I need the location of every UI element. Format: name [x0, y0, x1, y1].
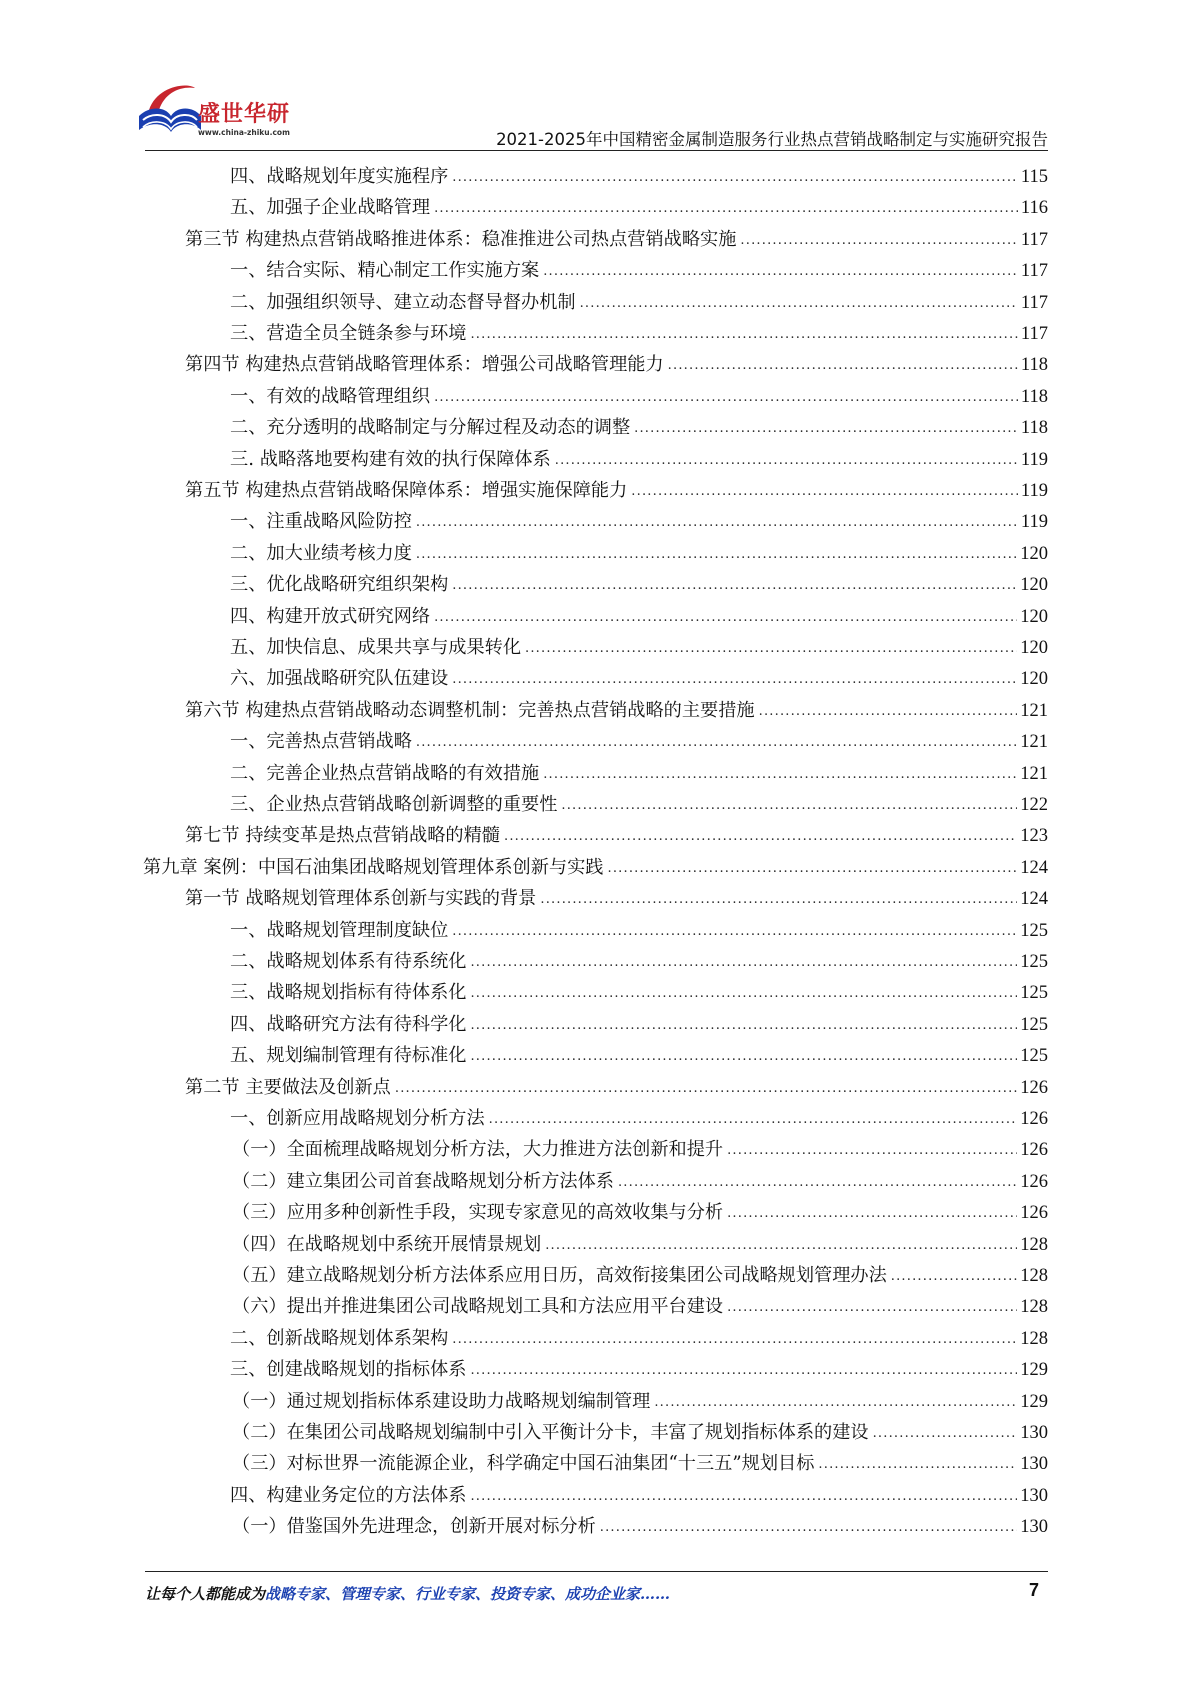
toc-entry[interactable] — [232, 1414, 1048, 1445]
slogan-highlight: 战略专家、管理专家、行业专家、投资专家、成功企业家…… — [265, 1585, 671, 1603]
toc-entry-title: （五）建立战略规划分析方法体系应用日历，高效衔接集团公司战略规划管理办法 — [232, 1265, 887, 1286]
toc-entry[interactable] — [230, 252, 1048, 283]
toc-entry-title: 二、完善企业热点营销战略的有效措施 — [230, 762, 540, 784]
toc-leader-dots — [545, 1235, 1017, 1257]
toc-entry-title: 第二节 主要做法及创新点 — [185, 1076, 391, 1098]
logo-url: www.china-zhiku.com — [198, 128, 290, 137]
toc-entry-page: 129 — [1020, 1360, 1048, 1381]
toc-leader-dots — [416, 512, 1018, 534]
toc-entry-page: 125 — [1020, 1046, 1048, 1067]
toc-leader-dots — [395, 1078, 1017, 1100]
toc-entry[interactable] — [230, 1037, 1048, 1068]
toc-entry-title: 五、加快信息、成果共享与成果转化 — [230, 637, 522, 658]
toc-entry-page: 122 — [1020, 795, 1048, 815]
toc-leader-dots — [504, 826, 1017, 848]
toc-leader-dots — [434, 387, 1018, 409]
toc-entry-title: （六）提出并推进集团公司战略规划工具和方法应用平台建设 — [232, 1296, 724, 1318]
toc-entry[interactable] — [230, 1477, 1048, 1508]
toc-leader-dots — [452, 921, 1017, 943]
toc-entry-title: 一、结合实际、精心制定工作实施方案 — [230, 260, 540, 282]
toc-entry-page: 118 — [1020, 418, 1048, 439]
toc-entry-title: 二、充分透明的战略制定与分解过程及动态的调整 — [230, 417, 631, 439]
toc-entry[interactable] — [232, 1226, 1048, 1257]
toc-entry-title: 第五节 构建热点营销战略保障体系：增强实施保障能力 — [185, 480, 628, 501]
toc-leader-dots — [555, 450, 1018, 472]
toc-entry-page: 120 — [1020, 543, 1048, 564]
toc-entry-title: 四、战略规划年度实施程序 — [230, 166, 449, 187]
toc-entry[interactable] — [230, 943, 1048, 974]
toc-leader-dots — [668, 355, 1018, 377]
toc-entry[interactable] — [185, 346, 1048, 377]
toc-entry-title: 五、规划编制管理有待标准化 — [230, 1045, 467, 1067]
toc-entry-title: 一、有效的战略管理组织 — [230, 385, 431, 407]
toc-leader-dots — [607, 858, 1017, 880]
toc-entry-title: （四）在战略规划中系统开展情景规划 — [232, 1233, 542, 1255]
toc-entry-title: 一、创新应用战略规划分析方法 — [230, 1108, 485, 1129]
toc-entry[interactable] — [230, 629, 1048, 660]
toc-entry-page: 128 — [1020, 1266, 1048, 1286]
toc-entry-page: 117 — [1020, 292, 1048, 313]
toc-leader-dots — [470, 983, 1017, 1005]
toc-entry-title: 第七节 持续变革是热点营销战略的精髓 — [185, 825, 500, 847]
toc-entry-page: 125 — [1020, 952, 1048, 972]
toc-entry-title: 第九章 案例：中国石油集团战略规划管理体系创新与实践 — [143, 856, 604, 878]
toc-entry-page: 130 — [1020, 1423, 1048, 1443]
toc-entry-title: （二）建立集团公司首套战略规划分析方法体系 — [232, 1170, 614, 1192]
toc-entry[interactable] — [230, 409, 1048, 440]
toc-leader-dots — [727, 1140, 1017, 1162]
toc-entry-page: 117 — [1020, 229, 1048, 250]
page-number: 7 — [1028, 1580, 1039, 1600]
toc-entry-page: 125 — [1020, 1014, 1048, 1035]
toc-entry-title: 二、加强组织领导、建立动态督导督办机制 — [230, 291, 576, 313]
toc-entry[interactable] — [232, 1194, 1048, 1225]
toc-entry-title: （一）借鉴国外先进理念，创新开展对标分析 — [232, 1516, 596, 1538]
toc-leader-dots — [727, 1297, 1017, 1319]
toc-leader-dots — [452, 669, 1017, 691]
toc-leader-dots — [618, 1172, 1017, 1194]
footer-slogan — [145, 1583, 670, 1604]
toc-entry-title: 三、创建战略规划的指标体系 — [230, 1359, 467, 1381]
toc-entry-page: 121 — [1020, 700, 1048, 721]
toc-entry-page: 126 — [1020, 1203, 1048, 1224]
toc-leader-dots — [740, 230, 1018, 252]
toc-entry[interactable] — [232, 1383, 1048, 1414]
toc-entry-page: 130 — [1020, 1454, 1048, 1475]
toc-entry[interactable] — [230, 1320, 1048, 1351]
toc-leader-dots — [434, 607, 1017, 629]
toc-entry-page: 120 — [1020, 638, 1048, 658]
toc-leader-dots — [891, 1266, 1017, 1288]
toc-leader-dots — [452, 575, 1017, 597]
toc-entry-title: （三）应用多种创新性手段，实现专家意见的高效收集与分析 — [232, 1202, 724, 1224]
toc-entry-page: 125 — [1020, 983, 1048, 1004]
toc-entry-title: 三、战略规划指标有待体系化 — [230, 982, 467, 1004]
logo-name: 盛世华研 — [198, 102, 291, 127]
toc-entry-title: 第一节 战略规划管理体系创新与实践的背景 — [185, 888, 537, 910]
toc-leader-dots — [470, 952, 1017, 974]
toc-entry[interactable] — [230, 315, 1048, 346]
toc-entry-page: 120 — [1020, 575, 1048, 596]
toc-entry[interactable] — [230, 566, 1048, 597]
toc-entry-title: 第三节 构建热点营销战略推进体系：稳准推进公司热点营销战略实施 — [185, 228, 737, 250]
toc-leader-dots — [727, 1203, 1017, 1225]
toc-entry-title: 一、战略规划管理制度缺位 — [230, 919, 449, 941]
toc-entry-page: 128 — [1020, 1328, 1048, 1349]
toc-entry[interactable] — [230, 974, 1048, 1005]
toc-leader-dots — [452, 1329, 1017, 1351]
company-logo — [135, 80, 315, 150]
page-header — [0, 0, 1191, 160]
toc-leader-dots — [654, 1392, 1017, 1414]
toc-leader-dots — [470, 1486, 1017, 1508]
toc-entry-title: 二、创新战略规划体系架构 — [230, 1327, 449, 1349]
toc-entry-title: （一）通过规划指标体系建设助力战略规划编制管理 — [232, 1390, 651, 1412]
toc-entry[interactable] — [232, 1445, 1048, 1476]
toc-entry-page: 129 — [1020, 1391, 1048, 1412]
footer-divider — [145, 1571, 1048, 1572]
toc-entry-page: 119 — [1020, 512, 1048, 533]
toc-entry-page: 121 — [1020, 732, 1048, 753]
toc-leader-dots — [489, 1109, 1018, 1131]
toc-entry-title: 三、企业热点营销战略创新调整的重要性 — [230, 794, 558, 815]
toc-entry-page: 126 — [1020, 1109, 1048, 1129]
toc-entry-page: 119 — [1020, 481, 1048, 501]
toc-entry-title: 二、加大业绩考核力度 — [230, 542, 412, 564]
toc-leader-dots — [416, 732, 1017, 754]
toc-leader-dots — [434, 198, 1018, 220]
toc-leader-dots — [470, 324, 1017, 346]
toc-entry[interactable] — [232, 1288, 1048, 1319]
toc-entry-title: 六、加强战略研究队伍建设 — [230, 668, 449, 690]
toc-leader-dots — [631, 481, 1018, 503]
header-divider — [145, 150, 1048, 151]
toc-entry[interactable] — [185, 880, 1048, 911]
toc-entry-title: 三. 战略落地要构建有效的执行保障体系 — [230, 448, 551, 470]
toc-entry[interactable] — [185, 221, 1048, 252]
toc-entry-title: （三）对标世界一流能源企业，科学确定中国石油集团“十三五”规划目标 — [232, 1453, 815, 1475]
toc-entry[interactable] — [185, 1069, 1048, 1100]
toc-leader-dots — [470, 1360, 1017, 1382]
toc-leader-dots — [580, 293, 1018, 315]
toc-entry[interactable] — [185, 472, 1048, 503]
toc-entry[interactable] — [230, 723, 1048, 754]
toc-entry[interactable] — [230, 189, 1048, 220]
toc-entry[interactable] — [230, 158, 1048, 189]
toc-entry-page: 124 — [1020, 857, 1048, 878]
toc-entry-page: 117 — [1020, 324, 1048, 344]
toc-leader-dots — [525, 638, 1017, 660]
toc-entry[interactable] — [230, 1006, 1048, 1037]
toc-entry-page: 116 — [1020, 198, 1048, 219]
toc-entry-title: （二）在集团公司战略规划编制中引入平衡计分卡，丰富了规划指标体系的建设 — [232, 1422, 869, 1443]
toc-entry-title: 四、战略研究方法有待科学化 — [230, 1013, 467, 1035]
toc-entry[interactable] — [230, 598, 1048, 629]
toc-entry-page: 119 — [1020, 449, 1048, 470]
toc-entry-title: 一、完善热点营销战略 — [230, 731, 412, 753]
toc-entry[interactable] — [143, 849, 1048, 880]
toc-entry-title: 三、优化战略研究组织架构 — [230, 574, 449, 596]
toc-entry[interactable] — [232, 1131, 1048, 1162]
toc-leader-dots — [470, 1046, 1017, 1068]
toc-entry-title: 三、营造全员全链条参与环境 — [230, 323, 467, 344]
toc-entry-page: 115 — [1020, 167, 1048, 187]
toc-entry-page: 118 — [1020, 386, 1048, 407]
toc-entry[interactable] — [230, 1100, 1048, 1131]
toc-entry-page: 123 — [1020, 826, 1048, 847]
toc-entry-page: 118 — [1020, 355, 1048, 376]
toc-leader-dots — [543, 261, 1018, 283]
toc-entry-page: 121 — [1020, 763, 1048, 784]
toc-entry-title: （一）全面梳理战略规划分析方法，大力推进方法创新和提升 — [232, 1139, 724, 1161]
toc-entry-title: 四、构建开放式研究网络 — [230, 605, 431, 627]
toc-leader-dots — [470, 1015, 1017, 1037]
toc-entry[interactable] — [230, 660, 1048, 691]
toc-entry-page: 124 — [1020, 889, 1048, 910]
toc-entry[interactable] — [230, 378, 1048, 409]
toc-entry-title: 一、注重战略风险防控 — [230, 511, 412, 533]
toc-leader-dots — [873, 1423, 1018, 1445]
toc-entry[interactable] — [230, 535, 1048, 566]
toc-leader-dots — [818, 1454, 1017, 1476]
toc-entry[interactable] — [232, 1163, 1048, 1194]
toc-entry-page: 126 — [1020, 1077, 1048, 1098]
toc-entry[interactable] — [230, 1351, 1048, 1382]
toc-leader-dots — [600, 1517, 1017, 1539]
toc-entry-title: 第六节 构建热点营销战略动态调整机制：完善热点营销战略的主要措施 — [185, 699, 755, 721]
toc-entry[interactable] — [185, 817, 1048, 848]
toc-entry[interactable] — [185, 692, 1048, 723]
toc-entry-page: 126 — [1020, 1140, 1048, 1161]
toc-entry-page: 128 — [1020, 1234, 1048, 1255]
toc-leader-dots — [452, 167, 1018, 189]
toc-entry[interactable] — [230, 503, 1048, 534]
toc-entry[interactable] — [230, 786, 1048, 817]
toc-entry-title: 第四节 构建热点营销战略管理体系：增强公司战略管理能力 — [185, 354, 664, 376]
toc-entry-page: 130 — [1020, 1485, 1048, 1506]
toc-entry[interactable] — [230, 755, 1048, 786]
toc-entry-page: 125 — [1020, 920, 1048, 941]
toc-entry-title: 五、加强子企业战略管理 — [230, 197, 431, 219]
toc-entry[interactable] — [232, 1257, 1048, 1288]
toc-entry-page: 117 — [1020, 261, 1048, 282]
report-title: 2021-2025年中国精密金属制造服务行业热点营销战略制定与实施研究报告 — [496, 130, 1048, 149]
toc-entry-page: 128 — [1020, 1297, 1048, 1318]
toc-entry[interactable] — [230, 912, 1048, 943]
toc-entry-page: 126 — [1020, 1171, 1048, 1192]
toc-entry[interactable] — [230, 441, 1048, 472]
toc-leader-dots — [634, 418, 1018, 440]
toc-entry[interactable] — [232, 1508, 1048, 1539]
slogan-prefix: 让每个人都能成为 — [145, 1585, 266, 1603]
toc-leader-dots — [561, 795, 1017, 817]
toc-entry-page: 120 — [1020, 606, 1048, 627]
toc-leader-dots — [543, 764, 1017, 786]
toc-entry-page: 120 — [1020, 669, 1048, 690]
toc-entry-title: 二、战略规划体系有待系统化 — [230, 951, 467, 972]
toc-entry-title: 四、构建业务定位的方法体系 — [230, 1484, 467, 1506]
toc-leader-dots — [540, 889, 1017, 911]
toc-leader-dots — [759, 701, 1018, 723]
toc-entry[interactable] — [230, 284, 1048, 315]
toc-entry-page: 130 — [1020, 1517, 1048, 1538]
logo-emblem-icon — [135, 80, 205, 150]
toc-leader-dots — [416, 544, 1017, 566]
